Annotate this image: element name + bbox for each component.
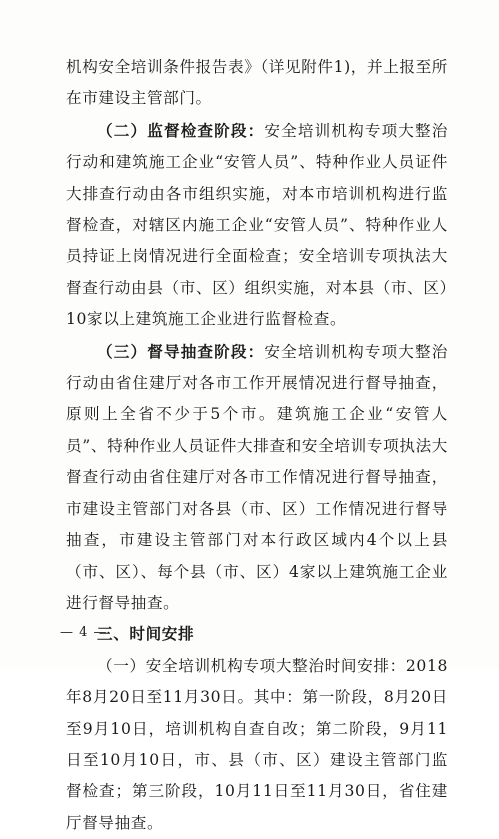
page-number: — 4 — bbox=[60, 625, 108, 640]
section-heading-schedule: 三、时间安排 bbox=[97, 625, 195, 644]
document-body bbox=[66, 52, 448, 839]
paragraph-lead-inspection: （三）督导抽查阶段： bbox=[97, 341, 265, 361]
paragraph-continuation: 机构安全培训条件报告表》（详见附件1)，并上报至所在市建设主管部门。 bbox=[66, 58, 448, 108]
paragraph-supervision-stage bbox=[66, 115, 448, 336]
paragraph-lead-supervision: （二）监督检查阶段： bbox=[97, 120, 265, 140]
paragraph-body-inspection: 安全培训机构专项大整治行动由省住建厅对各市工作开展情况进行督导抽查，原则上全省不少于5个市。建筑施工企业“安管人员”、特种作业人员证件大排查和安全培训专项执法大督查行动由省住建厅对各市工作情况进行督导抽查，市建设主管部门对各县（市、区）工作情况进行督导抽查，市建设主管部门对本行政区域内4个以上县（市、区）、每个县（市、区）4家以上建筑施工企业进行督导抽查。 bbox=[66, 342, 448, 612]
paragraph-body-supervision: 安全培训机构专项大整治行动和建筑施工企业“安管人员”、特种作业人员证件大排查行动由各市组织实施，对本市培训机构进行监督检查，对辖区内施工企业“安管人员”、特种作业人员持证上岗情况进行全面检查；安全培训专项执法大督查行动由县（市、区）组织实施，对本县（市、区）10家以上建筑施工企业进行监督检查。 bbox=[66, 121, 448, 329]
paragraph-schedule: （一）安全培训机构专项大整治时间安排：2018年8月20日至11月30日。其中：第一阶段，8月20日至9月10日，培训机构自查自改；第二阶段，9月11日至10月10日，市、县（市、区）建设主管部门监督检查；第三阶段，10月11日至11月30日，省住建厅督导抽查。 bbox=[66, 656, 448, 832]
paragraph-inspection-stage bbox=[66, 336, 448, 620]
